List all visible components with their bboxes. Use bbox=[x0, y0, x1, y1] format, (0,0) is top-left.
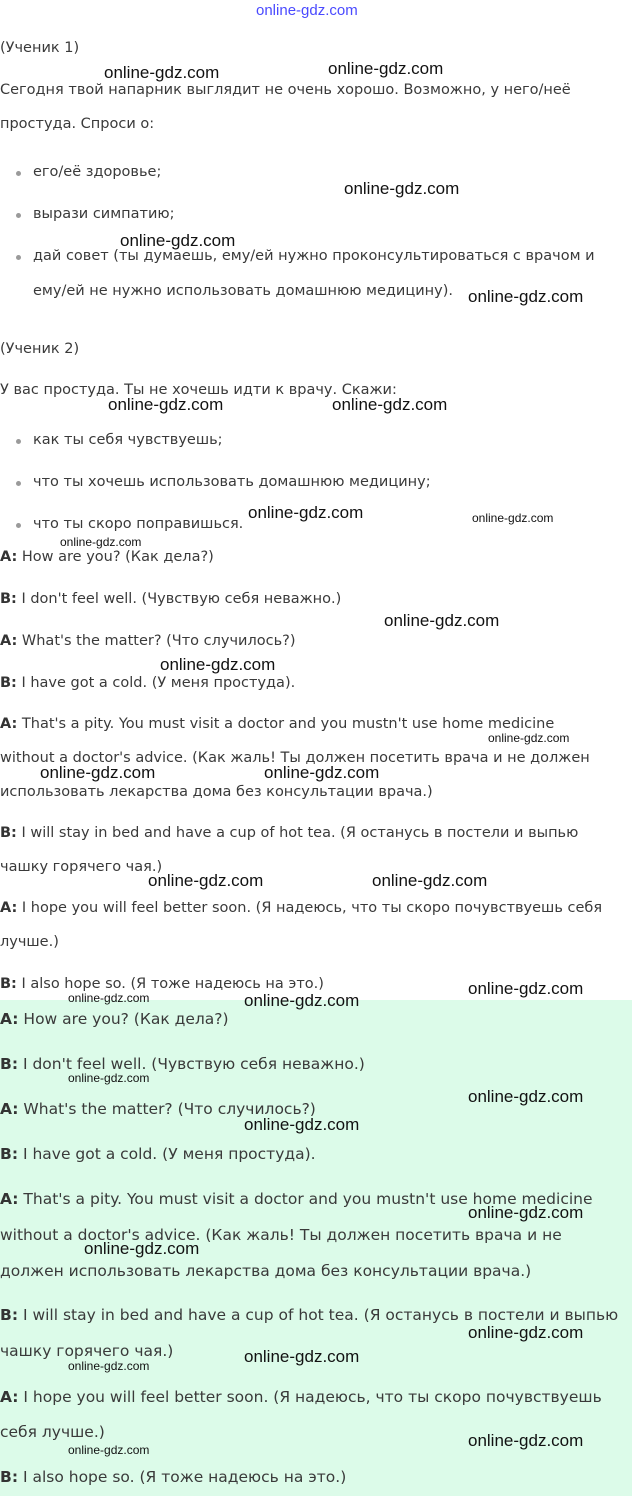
watermark: online-gdz.com bbox=[472, 511, 554, 525]
dialog2-line bbox=[0, 1468, 346, 1486]
watermark: online-gdz.com bbox=[468, 979, 584, 998]
watermark: online-gdz.com bbox=[60, 535, 142, 549]
dialog2-line bbox=[0, 1145, 316, 1163]
speaker-label: A: bbox=[0, 549, 18, 565]
student2-bullet: что ты хочешь использовать домашнюю медицину; bbox=[33, 474, 431, 490]
dialog1-line-cont: without a doctor's advice. (Как жаль! Ты должен посетить врача и не должен bbox=[0, 750, 590, 766]
dialog1-line-cont: использовать лекарства дома без консультации врача.) bbox=[0, 784, 433, 800]
bullet-dot bbox=[16, 171, 21, 176]
student2-bullet: как ты себя чувствуешь; bbox=[33, 432, 223, 448]
speaker-label: A: bbox=[0, 1190, 19, 1208]
dialog1-line-cont: лучше.) bbox=[0, 934, 59, 950]
student2-intro: У вас простуда. Ты не хочешь идти к врачу. Скажи: bbox=[0, 382, 397, 398]
watermark: online-gdz.com bbox=[104, 63, 220, 82]
speaker-label: A: bbox=[0, 716, 18, 732]
dialog2-line-cont: without a doctor's advice. (Как жаль! Ты должен посетить врача и не bbox=[0, 1226, 562, 1244]
watermark: online-gdz.com bbox=[468, 1431, 584, 1450]
speaker-label: B: bbox=[0, 1468, 19, 1486]
dialog1-line bbox=[0, 716, 554, 732]
line-text: I don't feel well. (Чувствую себя неважно.) bbox=[21, 591, 342, 607]
line-text: What's the matter? (Что случилось?) bbox=[21, 633, 296, 649]
student1-label: (Ученик 1) bbox=[0, 40, 80, 56]
line-text: I have got a cold. (У меня простуда). bbox=[22, 1145, 316, 1163]
speaker-label: B: bbox=[0, 591, 17, 607]
watermark: online-gdz.com bbox=[344, 179, 460, 198]
line-text: I have got a cold. (У меня простуда). bbox=[21, 675, 296, 691]
student1-bullet: дай совет (ты думаешь, ему/ей нужно проконсультироваться с врачом и bbox=[33, 248, 595, 264]
line-text: How are you? (Как дела?) bbox=[23, 1010, 229, 1028]
speaker-label: A: bbox=[0, 1388, 19, 1406]
watermark: online-gdz.com bbox=[40, 763, 156, 782]
dialog2-line bbox=[0, 1388, 602, 1406]
speaker-label: B: bbox=[0, 1145, 19, 1163]
dialog2-line bbox=[0, 1055, 365, 1073]
watermark: online-gdz.com bbox=[468, 1087, 584, 1106]
dialog2-line-cont: чашку горячего чая.) bbox=[0, 1342, 174, 1360]
dialog1-line bbox=[0, 825, 578, 841]
speaker-label: A: bbox=[0, 1010, 19, 1028]
student1-intro-line2: простуда. Спроси о: bbox=[0, 116, 155, 132]
dialog2-line bbox=[0, 1306, 618, 1324]
watermark: online-gdz.com bbox=[264, 763, 380, 782]
header-site-link[interactable]: online-gdz.com bbox=[256, 2, 358, 19]
dialog1-line bbox=[0, 591, 341, 607]
watermark: online-gdz.com bbox=[148, 871, 264, 890]
student2-bullet: что ты скоро поправишься. bbox=[33, 516, 244, 532]
watermark: online-gdz.com bbox=[68, 1359, 150, 1373]
dialog1-line bbox=[0, 976, 324, 992]
watermark: online-gdz.com bbox=[244, 991, 360, 1010]
watermark: online-gdz.com bbox=[244, 1115, 360, 1134]
line-text: I don't feel well. (Чувствую себя неважно.) bbox=[22, 1055, 365, 1073]
dialog1-line bbox=[0, 675, 295, 691]
dialog1-line bbox=[0, 900, 602, 916]
watermark: online-gdz.com bbox=[160, 655, 276, 674]
speaker-label: A: bbox=[0, 1100, 19, 1118]
line-text: I also hope so. (Я тоже надеюсь на это.) bbox=[22, 1468, 347, 1486]
watermark: online-gdz.com bbox=[488, 731, 570, 745]
dialog1-line bbox=[0, 633, 295, 649]
line-text: I will stay in bed and have a cup of hot tea. (Я останусь в постели и выпью bbox=[21, 825, 579, 841]
watermark: online-gdz.com bbox=[332, 395, 448, 414]
speaker-label: B: bbox=[0, 825, 17, 841]
line-text: I also hope so. (Я тоже надеюсь на это.) bbox=[21, 976, 324, 992]
dialog1-line bbox=[0, 549, 214, 565]
speaker-label: B: bbox=[0, 675, 17, 691]
line-text: That's a pity. You must visit a doctor and you mustn't use home medicine bbox=[23, 1190, 593, 1208]
watermark: online-gdz.com bbox=[108, 395, 224, 414]
student1-bullet: его/её здоровье; bbox=[33, 164, 162, 180]
dialog2-line bbox=[0, 1010, 229, 1028]
dialog2-line-cont: себя лучше.) bbox=[0, 1423, 105, 1441]
line-text: I hope you will feel better soon. (Я надеюсь, что ты скоро почувствуешь себя bbox=[21, 900, 603, 916]
watermark: online-gdz.com bbox=[244, 1347, 360, 1366]
watermark: online-gdz.com bbox=[384, 611, 500, 630]
watermark: online-gdz.com bbox=[120, 231, 236, 250]
line-text: That's a pity. You must visit a doctor and you mustn't use home medicine bbox=[21, 716, 555, 732]
student2-label: (Ученик 2) bbox=[0, 341, 80, 357]
bullet-dot bbox=[16, 255, 21, 260]
dialog2-line-cont: должен использовать лекарства дома без консультации врача.) bbox=[0, 1262, 532, 1280]
watermark: online-gdz.com bbox=[68, 1071, 150, 1085]
speaker-label: B: bbox=[0, 1055, 19, 1073]
line-text: I hope you will feel better soon. (Я надеюсь, что ты скоро почувствуешь bbox=[23, 1388, 602, 1406]
bullet-dot bbox=[16, 523, 21, 528]
watermark: online-gdz.com bbox=[468, 1323, 584, 1342]
line-text: What's the matter? (Что случилось?) bbox=[23, 1100, 316, 1118]
watermark: online-gdz.com bbox=[372, 871, 488, 890]
bullet-dot bbox=[16, 439, 21, 444]
bullet-dot bbox=[16, 481, 21, 486]
watermark: online-gdz.com bbox=[328, 59, 444, 78]
watermark: online-gdz.com bbox=[68, 991, 150, 1005]
bullet-dot bbox=[16, 213, 21, 218]
speaker-label: A: bbox=[0, 633, 18, 649]
speaker-label: B: bbox=[0, 1306, 19, 1324]
line-text: I will stay in bed and have a cup of hot tea. (Я останусь в постели и выпью bbox=[22, 1306, 619, 1324]
watermark: online-gdz.com bbox=[68, 1443, 150, 1457]
watermark: online-gdz.com bbox=[468, 287, 584, 306]
watermark: online-gdz.com bbox=[468, 1203, 584, 1222]
line-text: How are you? (Как дела?) bbox=[21, 549, 214, 565]
student1-intro-line1: Сегодня твой напарник выглядит не очень хорошо. Возможно, у него/неё bbox=[0, 82, 571, 98]
watermark: online-gdz.com bbox=[248, 503, 364, 522]
watermark: online-gdz.com bbox=[84, 1239, 200, 1258]
student1-bullet: вырази симпатию; bbox=[33, 206, 175, 222]
dialog1-line-cont: чашку горячего чая.) bbox=[0, 859, 163, 875]
speaker-label: B: bbox=[0, 976, 17, 992]
speaker-label: A: bbox=[0, 900, 18, 916]
student1-bullet-continuation: ему/ей не нужно использовать домашнюю медицину). bbox=[33, 283, 453, 299]
